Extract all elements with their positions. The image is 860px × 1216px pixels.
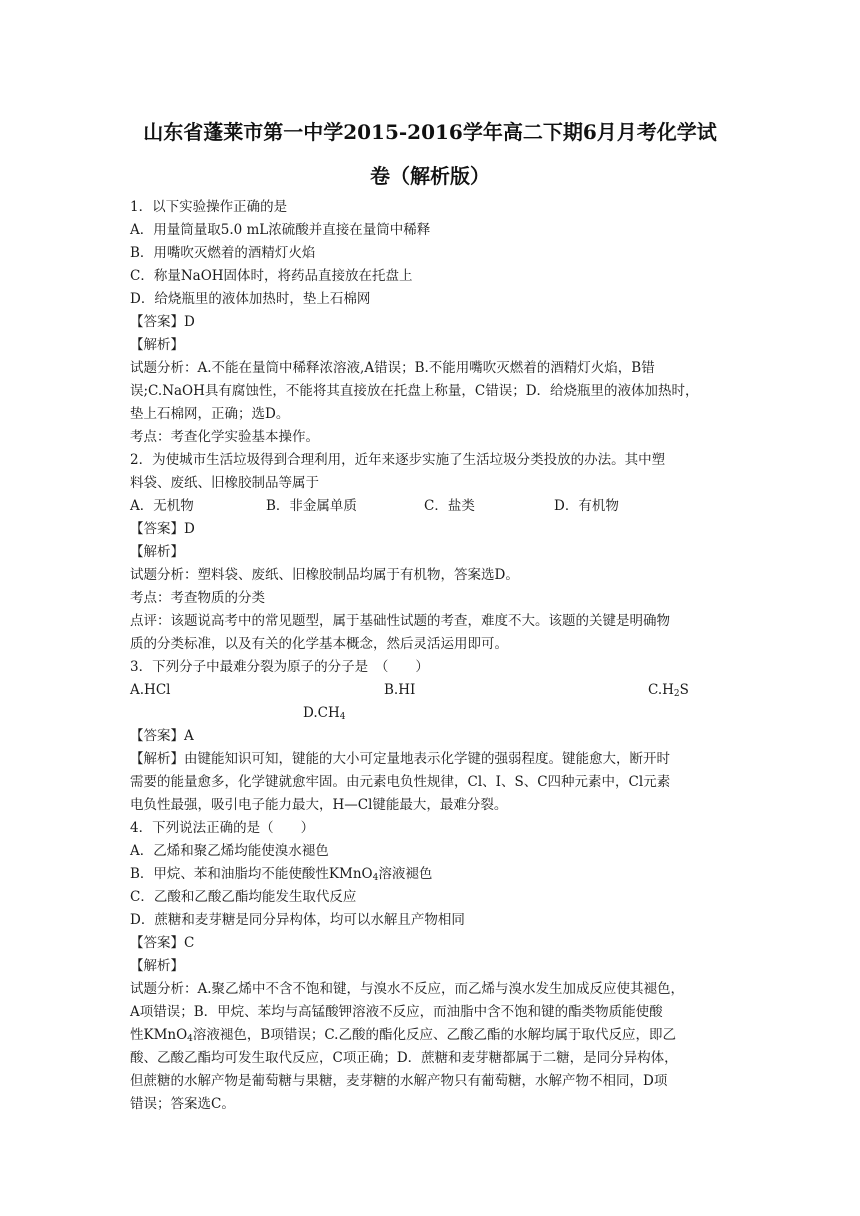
q1-answer: 【答案】D bbox=[130, 314, 195, 330]
q1-point: 考点：考查化学实验基本操作。 bbox=[130, 429, 319, 445]
q1-option-a: A．用量筒量取5.0 mL浓硫酸并直接在量筒中稀释 bbox=[130, 222, 431, 238]
q3-option-c: $C.H_2S$ bbox=[648, 682, 689, 699]
q3-option-a: A.HCl bbox=[130, 682, 171, 698]
q4-analysis-line: A项错误；B．甲烷、苯均与高锰酸钾溶液不反应，而油脂中含不饱和键的酯类物质能使酸 bbox=[130, 1004, 663, 1020]
q4-option-d: D．蔗糖和麦芽糖是同分异构体，均可以水解且产物相同 bbox=[130, 912, 465, 928]
q4-option-b: B．甲烷、苯和油脂均不能使酸性KMnO$_4$溶液褪色 bbox=[130, 866, 433, 883]
q3-analysis-line: 需要的能量愈多，化学键就愈牢固。由元素电负性规律，Cl、I、S、C四种元素中，Cl元素 bbox=[130, 774, 671, 790]
q1-analysis-line: 误;C.NaOH具有腐蚀性，不能将其直接放在托盘上称量，C错误；D．给烧瓶里的液体加热时， bbox=[130, 383, 699, 399]
q3-options-row bbox=[130, 680, 730, 702]
q1-analysis-line: 试题分析：A.不能在量筒中稀释浓溶液,A错误；B.不能用嘴吹灭燃着的酒精灯火焰，B错 bbox=[130, 360, 655, 376]
q1-stem: 1．以下实验操作正确的是 bbox=[130, 199, 288, 215]
q2-option-d: D．有机物 bbox=[554, 498, 619, 514]
q1-analysis-line: 垫上石棉网，正确；选D。 bbox=[130, 406, 290, 422]
q3-option-b: B.HI bbox=[384, 682, 416, 698]
q2-options bbox=[130, 496, 730, 518]
document-title-line-2: 卷（解析版） bbox=[370, 164, 490, 188]
q1-option-d: D．给烧瓶里的液体加热时，垫上石棉网 bbox=[130, 291, 371, 307]
q3-option-d: $D.CH_4$ bbox=[303, 705, 346, 722]
q4-analysis-line: 性KMnO$_4$溶液褪色，B项错误；C.乙酸的酯化反应、乙酸乙酯的水解均属于取代反应，即乙 bbox=[130, 1027, 676, 1044]
q2-stem: 料袋、废纸、旧橡胶制品等属于 bbox=[130, 475, 319, 491]
q3-analysis-line: 电负性最强，吸引电子能力最大，H—Cl键能最大，最难分裂。 bbox=[130, 797, 508, 813]
q2-option-b: B．非金属单质 bbox=[266, 498, 357, 514]
q4-analysis-line: 试题分析：A.聚乙烯中不含不饱和键，与溴水不反应，而乙烯与溴水发生加成反应使其褪色， bbox=[130, 981, 685, 997]
q3-analysis-line: 【解析】由键能知识可知，键能的大小可定量地表示化学键的强弱程度。键能愈大，断开时 bbox=[130, 751, 670, 767]
q4-option-a: A．乙烯和聚乙烯均能使溴水褪色 bbox=[130, 843, 329, 859]
q4-stem: 4．下列说法正确的是（ ） bbox=[130, 820, 315, 836]
q4-analysis-line: 酸、乙酸乙酯均可发生取代反应，C项正确；D．蔗糖和麦芽糖都属于二糖，是同分异构体， bbox=[130, 1050, 678, 1066]
q1-option-c: C．称量NaOH固体时，将药品直接放在托盘上 bbox=[130, 268, 413, 284]
q2-comment: 点评：该题说高考中的常见题型，属于基础性试题的考查，难度不大。该题的关键是明确物 bbox=[130, 613, 670, 629]
q2-stem: 2．为使城市生活垃圾得到合理利用，近年来逐步实施了生活垃圾分类投放的办法。其中塑 bbox=[130, 452, 666, 468]
q4-analysis-line: 错误；答案选C。 bbox=[130, 1096, 235, 1112]
q2-answer: 【答案】D bbox=[130, 521, 195, 537]
q3-stem: 3．下列分子中最难分裂为原子的分子是 （ ） bbox=[130, 659, 429, 675]
q1-option-b: B．用嘴吹灭燃着的酒精灯火焰 bbox=[130, 245, 316, 261]
q2-point: 考点：考查物质的分类 bbox=[130, 590, 265, 606]
q2-analysis-label: 【解析】 bbox=[130, 544, 184, 560]
q4-analysis-label: 【解析】 bbox=[130, 958, 184, 974]
q1-analysis-label: 【解析】 bbox=[130, 337, 184, 353]
q3-answer: 【答案】A bbox=[130, 728, 194, 744]
q2-option-c: C．盐类 bbox=[424, 498, 475, 514]
q4-answer: 【答案】C bbox=[130, 935, 195, 951]
q4-analysis-line: 但蔗糖的水解产物是葡萄糖与果糖，麦芽糖的水解产物只有葡萄糖，水解产物不相同，D项 bbox=[130, 1073, 668, 1089]
q4-option-c: C．乙酸和乙酸乙酯均能发生取代反应 bbox=[130, 889, 357, 905]
q3-options-row bbox=[130, 703, 730, 725]
document-title-line-1: 山东省蓬莱市第一中学2015-2016学年高二下期6月月考化学试 bbox=[143, 120, 717, 144]
q2-comment: 质的分类标准，以及有关的化学基本概念，然后灵活运用即可。 bbox=[130, 636, 508, 652]
q2-option-a: A．无机物 bbox=[130, 498, 194, 514]
q2-analysis-line: 试题分析：塑料袋、废纸、旧橡胶制品均属于有机物，答案选D。 bbox=[130, 567, 519, 583]
